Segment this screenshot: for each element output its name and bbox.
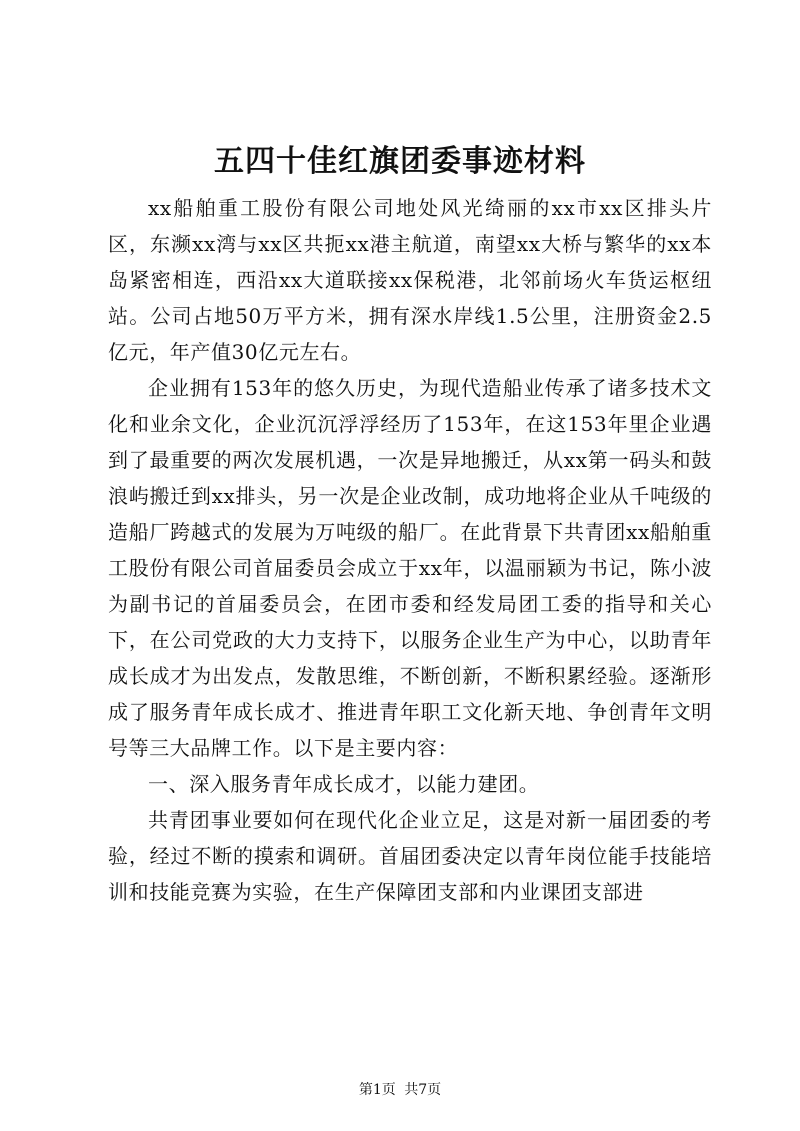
section-heading: 一、深入服务青年成长成才，以能力建团。 <box>148 772 540 796</box>
paragraph-company-intro: xx船舶重工股份有限公司地处风光绮丽的xx市xx区排头片区，东濒xx湾与xx区共扼xx港主航道，南望xx大桥与繁华的xx本岛紧密相连，西沿xx大道联接xx保税港，北邻前场火车货运枢纽站。公司占地50万平方米，拥有深水岸线1.5公里，注册资金2.5亿元，年产值30亿元左右。 <box>108 196 712 364</box>
page-total: 共7页 <box>404 1082 442 1098</box>
paragraph-history: 企业拥有153年的悠久历史，为现代造船业传承了诸多技术文化和业余文化，企业沉沉浮浮经历了153年，在这153年里企业遇到了最重要的两次发展机遇，一次是异地搬迁，从xx第一码头和鼓浪屿搬迁到xx排头，另一次是企业改制，成功地将企业从千吨级的造船厂跨越式的发展为万吨级的船厂。在此背景下共青团xx船舶重工股份有限公司首届委员会成立于xx年，以温丽颖为书记，陈小波为副书记的首届委员会，在团市委和经发局团工委的指导和关心下，在公司党政的大力支持下，以服务企业生产为中心，以助青年成长成才为出发点，发散思维，不断创新，不断积累经验。逐渐形成了服务青年成长成才、推进青年职工文化新天地、争创青年文明号等三大品牌工作。以下是主要内容： <box>108 376 712 760</box>
paragraph-section-one: 共青团事业要如何在现代化企业立足，这是对新一届团委的考验，经过不断的摸索和调研。首届团委决定以青年岗位能手技能培训和技能竞赛为实验，在生产保障团支部和内业课团支部进 <box>108 808 712 904</box>
page-title: 五四十佳红旗团委事迹材料 <box>214 144 586 179</box>
page-footer <box>0 1080 800 1100</box>
page-number: 第1页 <box>358 1082 396 1098</box>
document-body <box>108 190 712 910</box>
